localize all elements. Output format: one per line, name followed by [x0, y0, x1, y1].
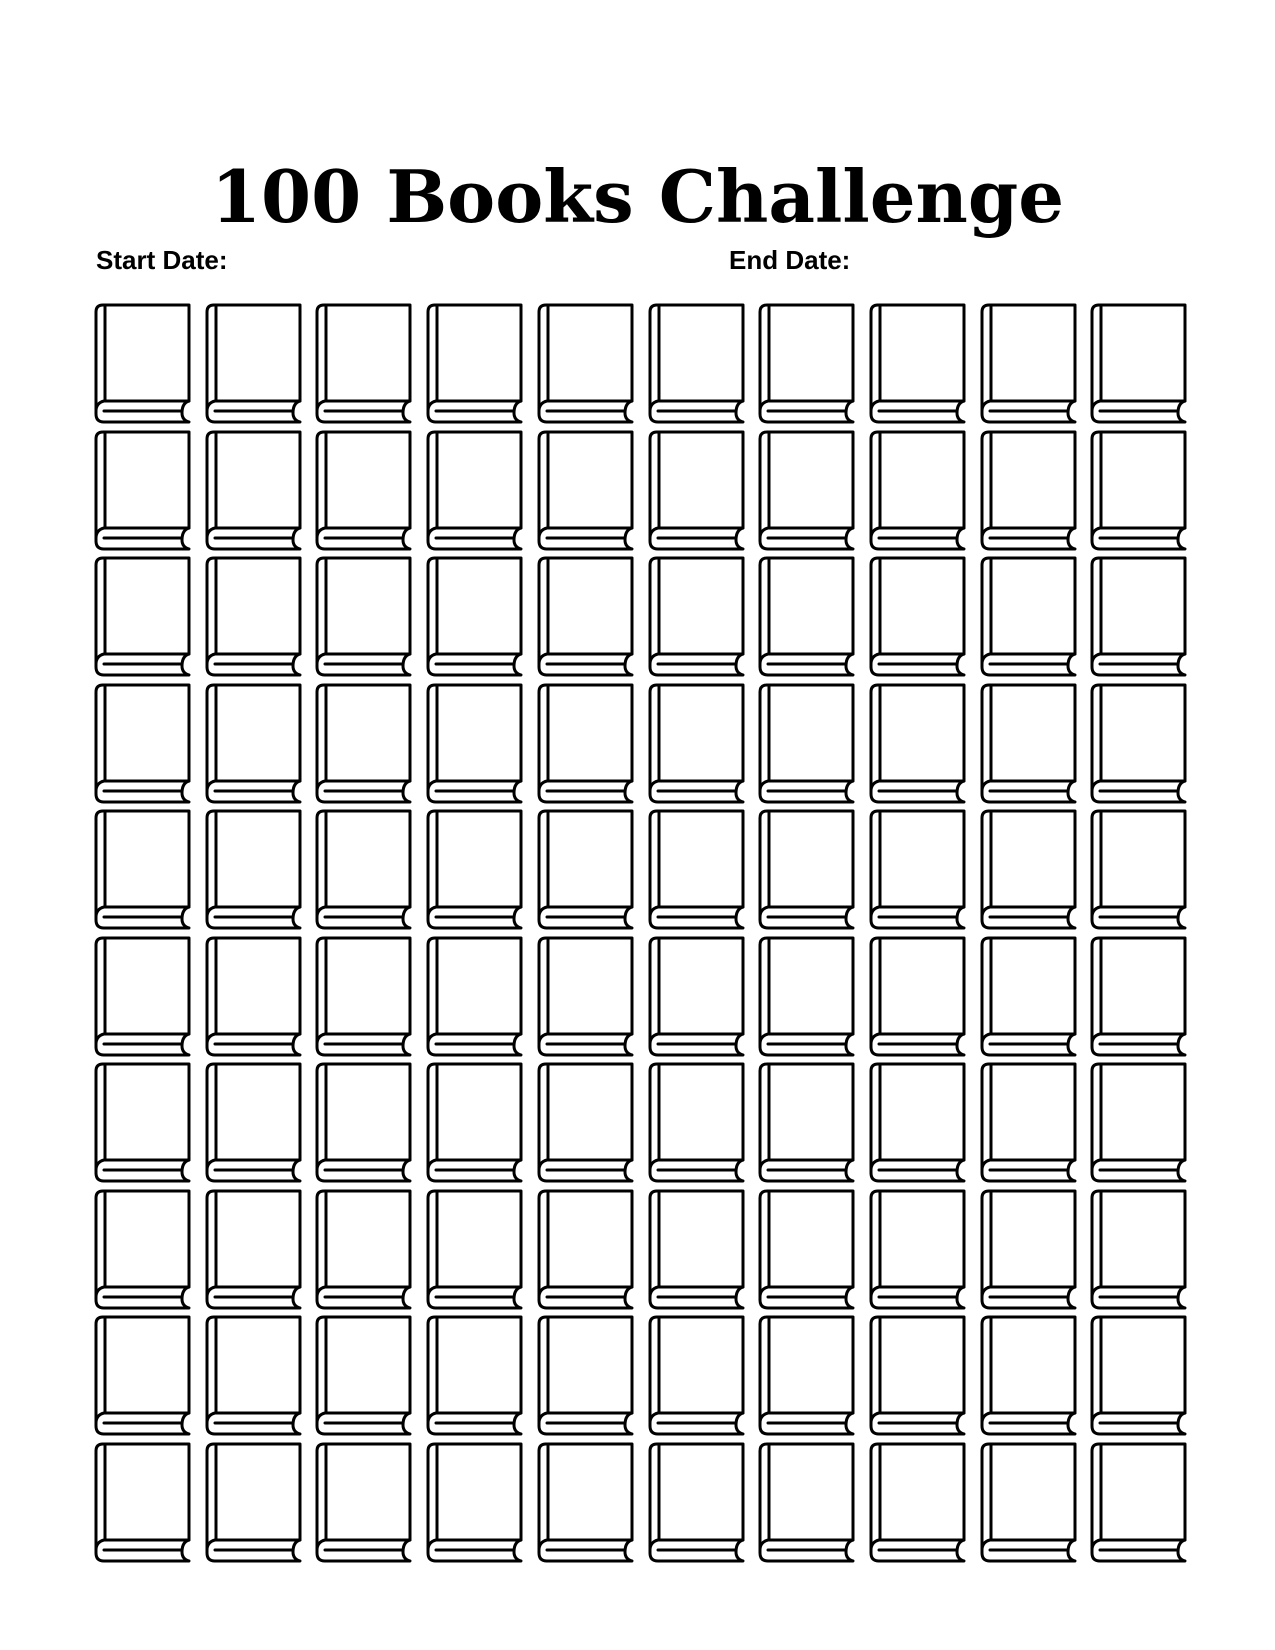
- book-icon: [94, 936, 194, 1058]
- book-icon: [426, 430, 526, 552]
- book-cell: [537, 303, 637, 425]
- book-icon: [315, 430, 415, 552]
- book-cell: [205, 809, 305, 931]
- book-cell: [94, 1442, 194, 1564]
- book-cell: [758, 430, 858, 552]
- book-cell: [1090, 1062, 1190, 1184]
- book-icon: [758, 303, 858, 425]
- book-cell: [537, 556, 637, 678]
- book-cell: [426, 556, 526, 678]
- book-icon: [869, 936, 969, 1058]
- book-icon: [1090, 303, 1190, 425]
- book-cell: [1090, 303, 1190, 425]
- book-icon: [537, 430, 637, 552]
- book-cell: [94, 1189, 194, 1311]
- book-cell: [426, 303, 526, 425]
- book-icon: [94, 1189, 194, 1311]
- book-cell: [1090, 936, 1190, 1058]
- book-cell: [648, 1189, 748, 1311]
- book-icon: [758, 1442, 858, 1564]
- book-cell: [1090, 809, 1190, 931]
- book-icon: [648, 556, 748, 678]
- book-icon: [537, 809, 637, 931]
- book-icon: [869, 556, 969, 678]
- book-icon: [1090, 556, 1190, 678]
- book-icon: [1090, 683, 1190, 805]
- book-icon: [648, 809, 748, 931]
- book-icon: [94, 556, 194, 678]
- book-icon: [1090, 1442, 1190, 1564]
- book-cell: [315, 809, 415, 931]
- book-icon: [537, 1062, 637, 1184]
- book-icon: [648, 303, 748, 425]
- book-cell: [869, 1442, 969, 1564]
- book-icon: [1090, 1315, 1190, 1437]
- book-icon: [758, 1189, 858, 1311]
- book-cell: [426, 936, 526, 1058]
- book-icon: [758, 1315, 858, 1437]
- book-cell: [537, 1189, 637, 1311]
- book-cell: [205, 1062, 305, 1184]
- book-icon: [94, 809, 194, 931]
- book-cell: [205, 936, 305, 1058]
- book-cell: [94, 1062, 194, 1184]
- book-icon: [205, 809, 305, 931]
- book-icon: [205, 1442, 305, 1564]
- book-icon: [315, 303, 415, 425]
- book-icon: [205, 303, 305, 425]
- book-cell: [537, 1315, 637, 1437]
- book-icon: [758, 556, 858, 678]
- book-icon: [94, 303, 194, 425]
- book-cell: [426, 1189, 526, 1311]
- book-cell: [869, 430, 969, 552]
- book-cell: [1090, 1315, 1190, 1437]
- book-icon: [1090, 430, 1190, 552]
- book-icon: [205, 1189, 305, 1311]
- book-cell: [758, 303, 858, 425]
- book-cell: [648, 809, 748, 931]
- book-icon: [648, 936, 748, 1058]
- book-cell: [537, 683, 637, 805]
- book-icon: [1090, 1062, 1190, 1184]
- book-cell: [315, 1315, 415, 1437]
- book-icon: [537, 556, 637, 678]
- book-icon: [1090, 936, 1190, 1058]
- book-icon: [980, 1315, 1080, 1437]
- book-icon: [648, 1442, 748, 1564]
- book-icon: [980, 809, 1080, 931]
- book-icon: [980, 1442, 1080, 1564]
- book-cell: [426, 1315, 526, 1437]
- book-grid: [94, 303, 1194, 1553]
- book-cell: [426, 430, 526, 552]
- book-icon: [980, 683, 1080, 805]
- book-cell: [869, 1062, 969, 1184]
- book-icon: [94, 683, 194, 805]
- book-cell: [648, 683, 748, 805]
- book-cell: [94, 683, 194, 805]
- book-cell: [315, 556, 415, 678]
- book-icon: [315, 556, 415, 678]
- book-icon: [315, 936, 415, 1058]
- book-cell: [869, 683, 969, 805]
- book-icon: [869, 1062, 969, 1184]
- book-icon: [94, 1442, 194, 1564]
- book-icon: [315, 1189, 415, 1311]
- book-cell: [315, 1062, 415, 1184]
- book-icon: [758, 430, 858, 552]
- book-cell: [537, 430, 637, 552]
- book-icon: [648, 1315, 748, 1437]
- book-icon: [758, 683, 858, 805]
- book-icon: [869, 303, 969, 425]
- book-icon: [1090, 1189, 1190, 1311]
- book-cell: [537, 936, 637, 1058]
- book-icon: [869, 430, 969, 552]
- book-icon: [315, 1442, 415, 1564]
- book-icon: [758, 809, 858, 931]
- book-icon: [205, 556, 305, 678]
- book-icon: [980, 936, 1080, 1058]
- book-icon: [980, 556, 1080, 678]
- book-cell: [537, 1442, 637, 1564]
- book-icon: [648, 1062, 748, 1184]
- book-cell: [94, 809, 194, 931]
- book-icon: [869, 1189, 969, 1311]
- book-icon: [869, 1442, 969, 1564]
- book-cell: [648, 303, 748, 425]
- book-cell: [980, 1189, 1080, 1311]
- book-icon: [426, 683, 526, 805]
- book-cell: [537, 1062, 637, 1184]
- book-cell: [315, 936, 415, 1058]
- book-icon: [426, 1062, 526, 1184]
- book-icon: [205, 1062, 305, 1184]
- book-cell: [315, 1189, 415, 1311]
- book-icon: [205, 430, 305, 552]
- book-icon: [980, 1189, 1080, 1311]
- book-cell: [980, 809, 1080, 931]
- book-cell: [205, 1442, 305, 1564]
- book-icon: [94, 1062, 194, 1184]
- book-cell: [94, 556, 194, 678]
- book-cell: [648, 936, 748, 1058]
- book-cell: [648, 1315, 748, 1437]
- book-cell: [205, 303, 305, 425]
- book-icon: [205, 1315, 305, 1437]
- book-cell: [980, 1062, 1080, 1184]
- book-cell: [94, 303, 194, 425]
- end-date-label: End Date:: [729, 245, 851, 275]
- book-cell: [869, 809, 969, 931]
- book-cell: [94, 936, 194, 1058]
- book-cell: [648, 1442, 748, 1564]
- book-icon: [537, 303, 637, 425]
- book-icon: [426, 1442, 526, 1564]
- book-cell: [315, 1442, 415, 1564]
- book-cell: [205, 683, 305, 805]
- page-title: 100 Books Challenge: [210, 154, 1065, 240]
- book-icon: [537, 683, 637, 805]
- book-icon: [426, 1189, 526, 1311]
- book-cell: [980, 556, 1080, 678]
- book-icon: [537, 1189, 637, 1311]
- book-icon: [426, 556, 526, 678]
- book-cell: [980, 430, 1080, 552]
- book-cell: [758, 809, 858, 931]
- book-icon: [94, 430, 194, 552]
- book-icon: [537, 1315, 637, 1437]
- book-icon: [869, 1315, 969, 1437]
- book-icon: [648, 683, 748, 805]
- book-cell: [758, 1189, 858, 1311]
- book-icon: [315, 683, 415, 805]
- book-cell: [1090, 430, 1190, 552]
- book-icon: [315, 1315, 415, 1437]
- book-icon: [315, 1062, 415, 1184]
- book-icon: [1090, 809, 1190, 931]
- book-icon: [94, 1315, 194, 1437]
- book-cell: [869, 936, 969, 1058]
- book-cell: [980, 936, 1080, 1058]
- book-icon: [980, 1062, 1080, 1184]
- book-cell: [94, 1315, 194, 1437]
- start-date-label: Start Date:: [96, 245, 228, 275]
- book-cell: [758, 683, 858, 805]
- book-icon: [537, 936, 637, 1058]
- book-cell: [758, 1062, 858, 1184]
- book-icon: [648, 1189, 748, 1311]
- book-cell: [869, 1189, 969, 1311]
- book-cell: [426, 1062, 526, 1184]
- book-icon: [426, 303, 526, 425]
- book-cell: [758, 1315, 858, 1437]
- book-cell: [980, 303, 1080, 425]
- book-icon: [648, 430, 748, 552]
- book-cell: [869, 556, 969, 678]
- book-cell: [315, 303, 415, 425]
- book-cell: [869, 303, 969, 425]
- book-cell: [869, 1315, 969, 1437]
- book-icon: [315, 809, 415, 931]
- book-cell: [205, 1315, 305, 1437]
- book-cell: [648, 430, 748, 552]
- book-icon: [426, 809, 526, 931]
- book-cell: [537, 809, 637, 931]
- book-cell: [1090, 556, 1190, 678]
- book-cell: [648, 556, 748, 678]
- book-icon: [869, 809, 969, 931]
- book-cell: [758, 936, 858, 1058]
- book-cell: [758, 556, 858, 678]
- book-icon: [426, 936, 526, 1058]
- book-cell: [1090, 683, 1190, 805]
- book-cell: [426, 1442, 526, 1564]
- book-cell: [205, 430, 305, 552]
- book-icon: [205, 683, 305, 805]
- book-cell: [980, 1315, 1080, 1437]
- book-cell: [205, 556, 305, 678]
- book-cell: [758, 1442, 858, 1564]
- book-cell: [980, 683, 1080, 805]
- book-icon: [980, 303, 1080, 425]
- book-icon: [426, 1315, 526, 1437]
- book-icon: [869, 683, 969, 805]
- book-cell: [94, 430, 194, 552]
- book-cell: [205, 1189, 305, 1311]
- book-cell: [648, 1062, 748, 1184]
- book-cell: [426, 809, 526, 931]
- book-cell: [1090, 1189, 1190, 1311]
- book-icon: [758, 936, 858, 1058]
- book-icon: [758, 1062, 858, 1184]
- book-icon: [980, 430, 1080, 552]
- book-cell: [315, 430, 415, 552]
- book-cell: [315, 683, 415, 805]
- book-cell: [1090, 1442, 1190, 1564]
- book-icon: [205, 936, 305, 1058]
- book-icon: [537, 1442, 637, 1564]
- book-cell: [426, 683, 526, 805]
- book-cell: [980, 1442, 1080, 1564]
